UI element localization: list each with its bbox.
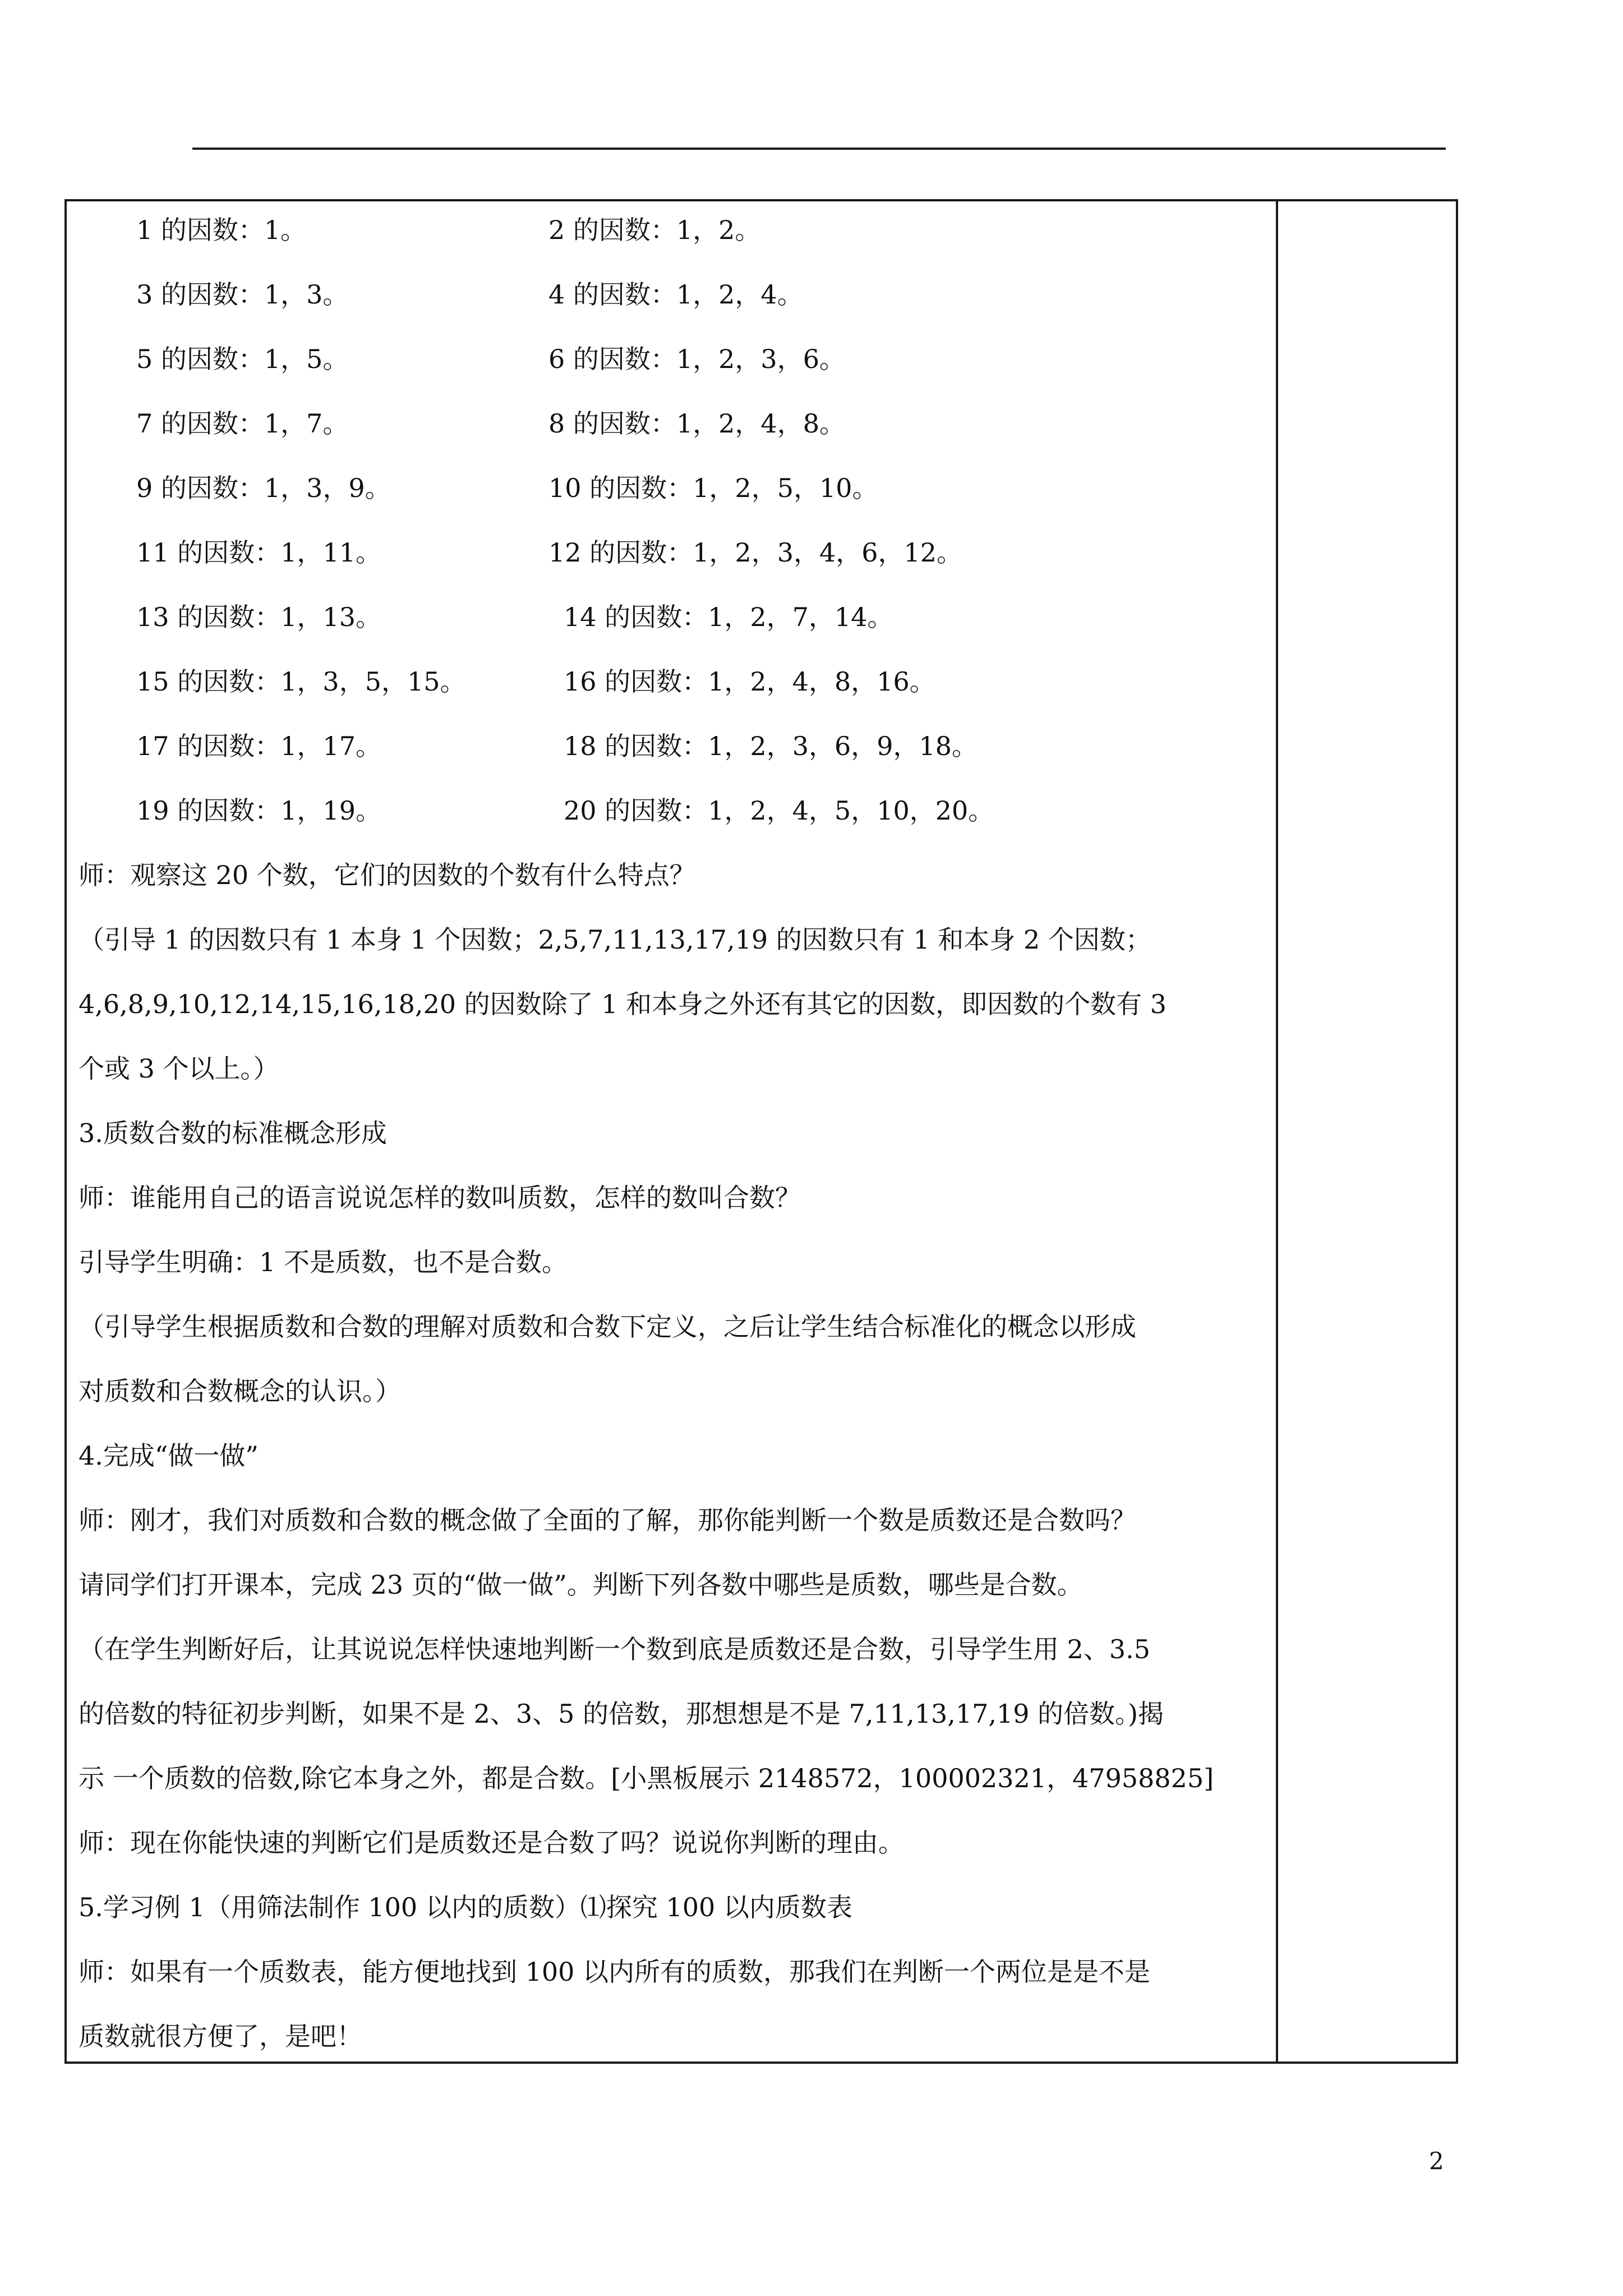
body-line: 个或 3 个以上。）	[79, 1053, 279, 1084]
body-line: （引导 1 的因数只有 1 本身 1 个因数；2,5,7,11,13,17,19 的因数只有 1 和本身 2 个因数；	[79, 924, 1151, 955]
factor-row-left: 9 的因数：1，3，9。	[136, 473, 391, 503]
factor-row-right: 12 的因数：1，2，3，4，6，12。	[548, 537, 963, 568]
body-line: （在学生判断好后，让其说说怎样快速地判断一个数到底是质数还是合数，引导学生用 2、3.5	[79, 1634, 1151, 1664]
factor-row-left: 19 的因数：1，19。	[136, 795, 381, 826]
factor-row-right: 14 的因数：1，2，7，14。	[564, 602, 893, 632]
factor-row-right: 8 的因数：1，2，4，8。	[548, 408, 845, 439]
body-line: （引导学生根据质数和合数的理解对质数和合数下定义，之后让学生结合标准化的概念以形成	[79, 1312, 1136, 1342]
body-line: 的倍数的特征初步判断，如果不是 2、3、5 的倍数，那想想是不是 7,11,13,17,19 的倍数。)揭	[79, 1699, 1164, 1729]
factor-row-left: 11 的因数：1，11。	[136, 537, 381, 568]
table-column-divider	[1276, 199, 1278, 2064]
factor-row-left: 5 的因数：1，5。	[136, 344, 349, 374]
body-line: 师：观察这 20 个数，它们的因数的个数有什么特点？	[79, 860, 695, 890]
body-line: 引导学生明确：1 不是质数，也不是合数。	[79, 1247, 568, 1277]
factor-row-right: 16 的因数：1，2，4，8，16。	[564, 666, 935, 697]
body-line: 请同学们打开课本，完成 23 页的“做一做”。判断下列各数中哪些是质数，哪些是合数。	[79, 1570, 1083, 1600]
body-line: 示 一个质数的倍数,除它本身之外，都是合数。[小黑板展示 2148572，100002321，47958825]	[79, 1763, 1214, 1793]
header-rule	[192, 148, 1446, 150]
body-line: 师：现在你能快速的判断它们是质数还是合数了吗？说说你判断的理由。	[79, 1828, 904, 1858]
factor-row-right: 6 的因数：1，2，3，6。	[548, 344, 845, 374]
factor-row-right: 2 的因数：1，2。	[548, 215, 761, 245]
body-line: 4.完成“做一做”	[79, 1441, 259, 1471]
factor-row-right: 4 的因数：1，2，4。	[548, 279, 803, 310]
body-line: 3.质数合数的标准概念形成	[79, 1118, 387, 1148]
body-line: 师：如果有一个质数表，能方便地找到 100 以内所有的质数，那我们在判断一个两位是是不是	[79, 1957, 1151, 1987]
factor-row-right: 18 的因数：1，2，3，6，9，18。	[564, 731, 978, 761]
factor-row-left: 1 的因数：1。	[136, 215, 307, 245]
factor-row-left: 13 的因数：1，13。	[136, 602, 381, 632]
body-line: 5.学习例 1（用筛法制作 100 以内的质数）⑴探究 100 以内质数表	[79, 1892, 852, 1922]
body-line: 对质数和合数概念的认识。）	[79, 1376, 401, 1406]
factor-row-right: 10 的因数：1，2，5，10。	[548, 473, 878, 503]
factor-row-left: 3 的因数：1，3。	[136, 279, 349, 310]
body-line: 4,6,8,9,10,12,14,15,16,18,20 的因数除了 1 和本身之外还有其它的因数，即因数的个数有 3	[79, 989, 1167, 1019]
factor-row-left: 7 的因数：1，7。	[136, 408, 349, 439]
body-line: 师：谁能用自己的语言说说怎样的数叫质数，怎样的数叫合数？	[79, 1182, 801, 1213]
page-number: 2	[1429, 2147, 1444, 2175]
body-line: 质数就很方便了，是吧！	[79, 2021, 362, 2051]
factor-row-left: 15 的因数：1，3，5，15。	[136, 666, 466, 697]
body-line: 师：刚才，我们对质数和合数的概念做了全面的了解，那你能判断一个数是质数还是合数吗？	[79, 1505, 1136, 1535]
factor-row-right: 20 的因数：1，2，4，5，10，20。	[564, 795, 994, 826]
factor-row-left: 17 的因数：1，17。	[136, 731, 381, 761]
